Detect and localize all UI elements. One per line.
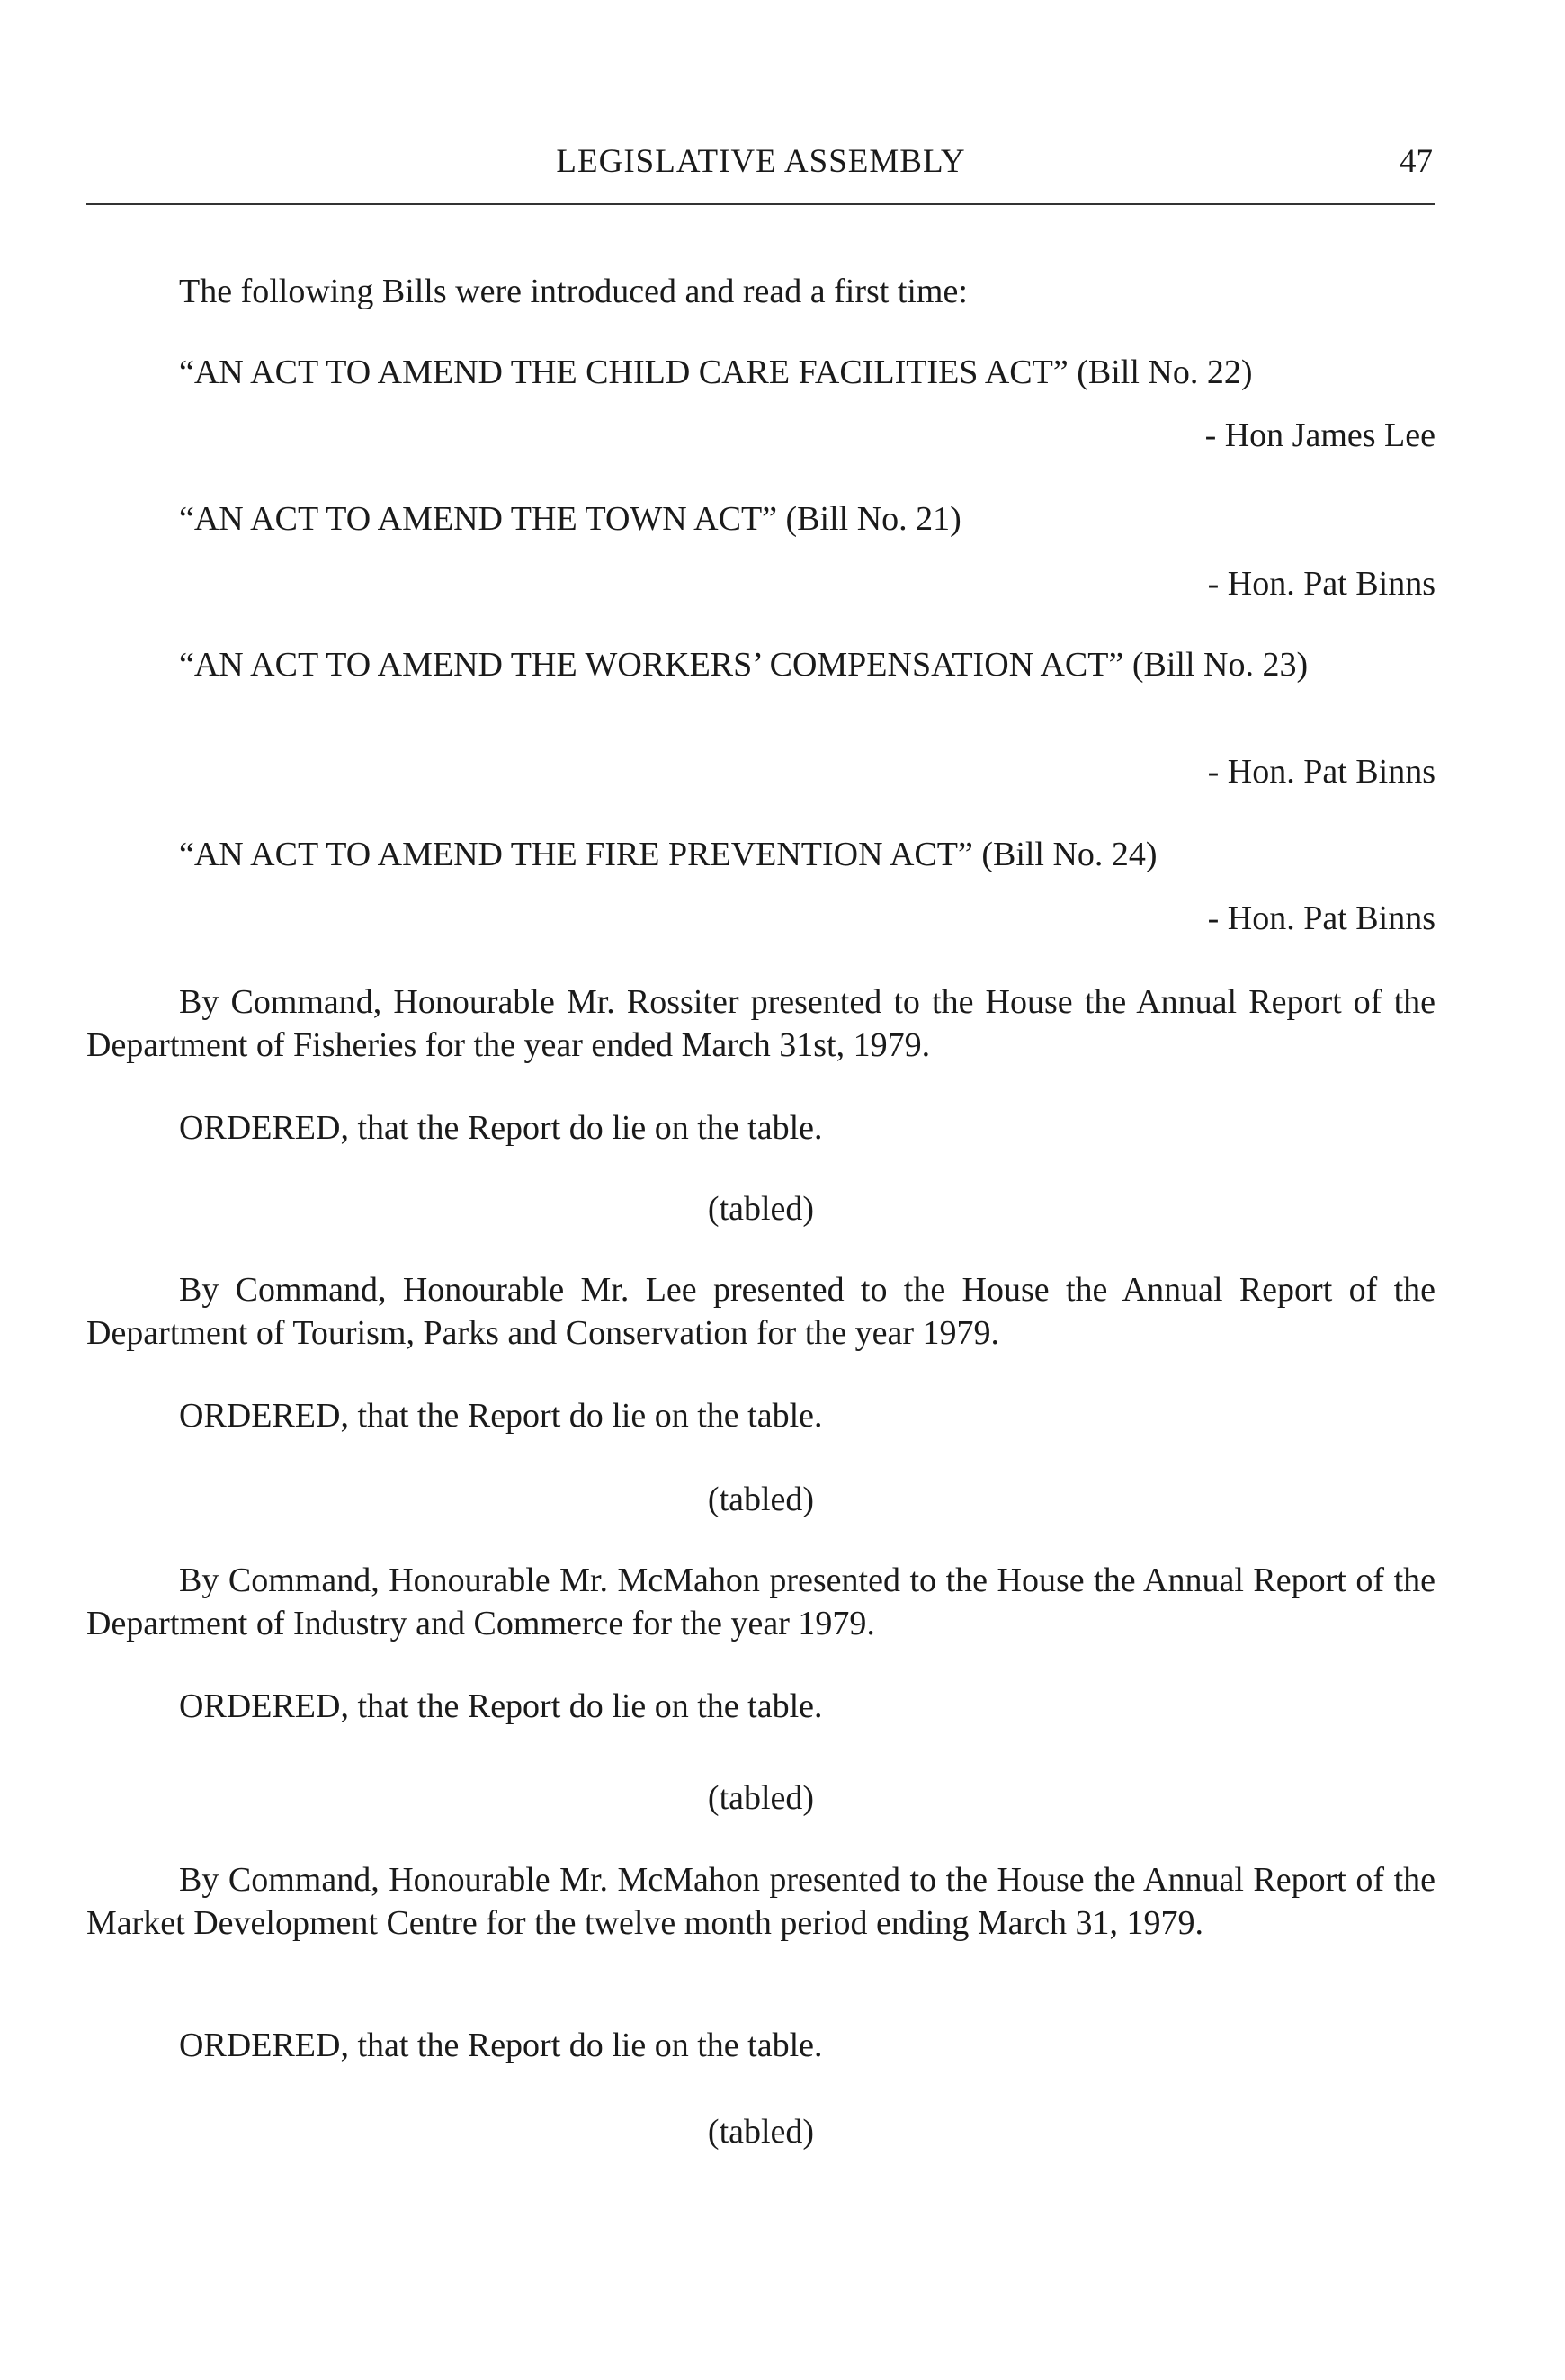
tabled-note: (tabled) [707,1190,815,1228]
tabled-note: (tabled) [707,1779,815,1817]
ordered-statement: ORDERED, that the Report do lie on the table. [179,1109,823,1147]
tabled-note: (tabled) [707,1481,815,1518]
bill-sponsor: - Hon. Pat Binns [1207,899,1435,937]
bill-title: “AN ACT TO AMEND THE CHILD CARE FACILITIES ACT” (Bill No. 22) [179,353,1253,391]
bill-title: “AN ACT TO AMEND THE WORKERS’ COMPENSATION ACT” (Bill No. 23) [179,646,1309,684]
report-paragraph: By Command, Honourable Mr. Lee presented to the House the Annual Report of the Department of Tourism, Parks and Conservation for the year 1979. [86,1271,1435,1352]
page-header-title: LEGISLATIVE ASSEMBLY [556,143,966,180]
page-number: 47 [1400,143,1433,180]
ordered-statement: ORDERED, that the Report do lie on the table. [179,1687,823,1725]
intro-paragraph: The following Bills were introduced and read a first time: [179,273,968,310]
bill-sponsor: - Hon James Lee [1204,416,1435,454]
report-paragraph: By Command, Honourable Mr. Rossiter presented to the House the Annual Report of the Department of Fisheries for the year ended March 31st, 1979. [86,983,1435,1064]
bill-title: “AN ACT TO AMEND THE TOWN ACT” (Bill No. 21) [179,500,961,538]
report-paragraph: By Command, Honourable Mr. McMahon presented to the House the Annual Report of the Department of Industry and Commerce for the year 1979. [86,1561,1435,1642]
ordered-statement: ORDERED, that the Report do lie on the table. [179,2027,823,2064]
report-paragraph: By Command, Honourable Mr. McMahon presented to the House the Annual Report of the Market Development Centre for the twelve month period ending March 31, 1979. [86,1861,1435,1942]
ordered-statement: ORDERED, that the Report do lie on the table. [179,1397,823,1435]
header-divider [86,203,1435,205]
bill-sponsor: - Hon. Pat Binns [1207,565,1435,603]
bill-title: “AN ACT TO AMEND THE FIRE PREVENTION ACT” (Bill No. 24) [179,836,1158,873]
tabled-note: (tabled) [707,2113,815,2151]
bill-sponsor: - Hon. Pat Binns [1207,753,1435,791]
